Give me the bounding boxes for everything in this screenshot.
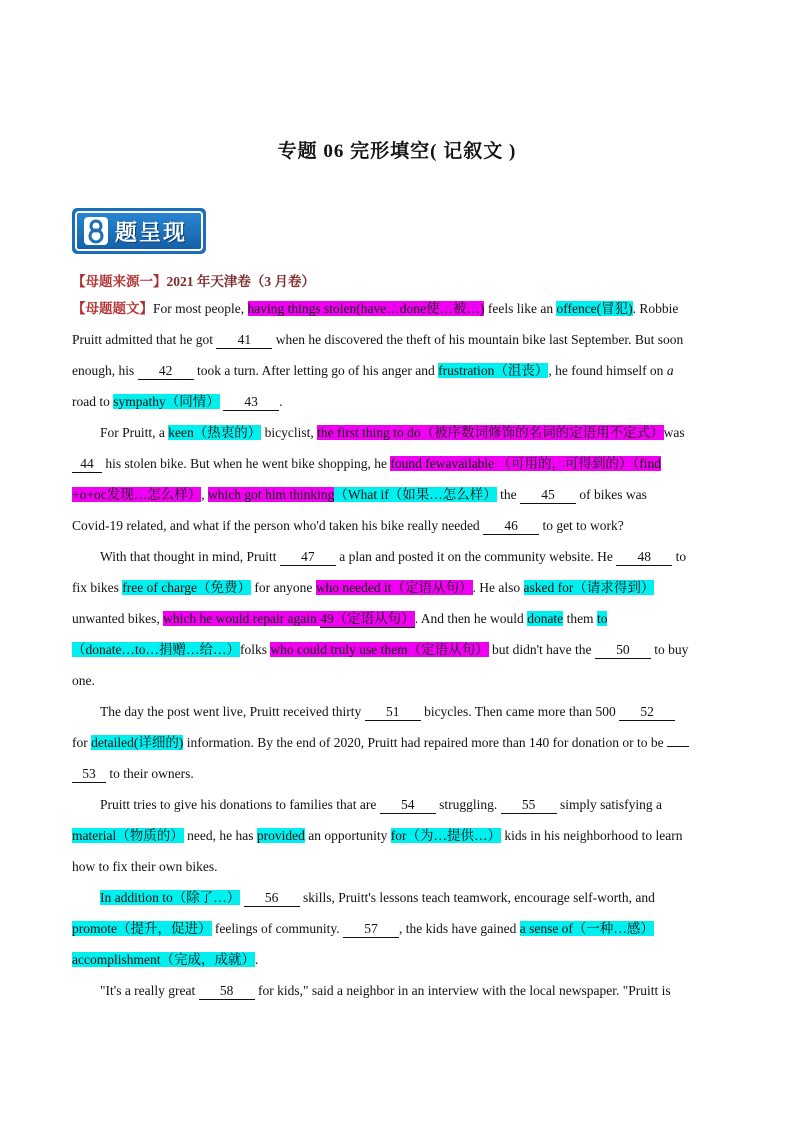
text: information. By the end of 2020, Pruitt had repaired more than 140 for donation or to be xyxy=(183,735,667,750)
text: road to xyxy=(72,394,114,409)
passage-line xyxy=(72,858,217,876)
passage-line xyxy=(100,889,655,907)
text: . And then he would xyxy=(414,611,528,626)
passage-line xyxy=(72,610,607,628)
text: bicyclist, xyxy=(261,425,318,440)
blank-54[interactable]: 54 xyxy=(380,797,436,814)
source-label: 【母题来源一】 xyxy=(72,274,167,289)
highlight-note: In addition to（除了…） xyxy=(100,890,241,905)
highlight-note: provided xyxy=(256,828,305,843)
text: feelings of community. xyxy=(211,921,343,936)
blank-56[interactable]: 56 xyxy=(244,890,300,907)
passage-line xyxy=(100,982,671,1000)
text: , the kids have gained xyxy=(398,921,520,936)
passage-line xyxy=(72,672,95,690)
passage-line xyxy=(72,734,689,752)
text: to get to work? xyxy=(539,518,624,533)
text: skills, Pruitt's lessons teach teamwork, encourage self-worth, and xyxy=(299,890,655,905)
text: when he discovered the theft of his mountain bike last September. But soon xyxy=(272,332,684,347)
blank-48[interactable]: 48 xyxy=(616,549,672,566)
section-badge xyxy=(72,208,206,254)
passage-line xyxy=(72,765,194,783)
text-label: 【母题题文】 xyxy=(72,301,153,316)
highlight-note: a sense of（一种…感） xyxy=(519,921,654,936)
text: his stolen bike. But when he went bike shopping, he xyxy=(102,456,391,471)
highlight-note: which he would repair again xyxy=(163,611,321,626)
highlight-note: detailed(详细的) xyxy=(91,735,184,750)
passage-line xyxy=(72,517,624,535)
text: . xyxy=(279,394,283,409)
blank-53-start xyxy=(667,746,689,747)
passage-line xyxy=(72,920,654,938)
text: a plan and posted it on the community website. He xyxy=(335,549,617,564)
highlight-note: sympathy（同情） xyxy=(113,394,220,409)
text: for kids," said a neighbor in an interview with the local newspaper. "Pruitt is xyxy=(254,983,671,998)
text: to their owners. xyxy=(106,766,194,781)
highlight-note: which got him thinking xyxy=(207,487,335,502)
text: was xyxy=(663,425,685,440)
highlight-note: free of charge（免费） xyxy=(122,580,251,595)
text: "It's a really great xyxy=(100,983,199,998)
highlight-note: the first thing to do（被序数词修饰的名词的定语用不定式） xyxy=(317,425,664,440)
blank-57[interactable]: 57 xyxy=(343,921,399,938)
text: them xyxy=(563,611,597,626)
text: Pruitt tries to give his donations to families that are xyxy=(100,797,380,812)
highlight-note: offence(冒犯) xyxy=(556,301,633,316)
text: For most people, xyxy=(153,301,248,316)
highlight-note: for（为…提供…） xyxy=(390,828,501,843)
blank-55[interactable]: 55 xyxy=(501,797,557,814)
text: Pruitt admitted that he got xyxy=(72,332,217,347)
highlight-note: having things stolen(have…done使…被…) xyxy=(247,301,485,316)
highlight-note: accomplishment（完成，成就） xyxy=(72,952,255,967)
highlight-note: asked for（请求得到） xyxy=(523,580,655,595)
page-title: 专题 06 完形填空( 记叙文 ) xyxy=(277,141,517,162)
blank-52[interactable]: 52 xyxy=(619,704,675,721)
passage-line xyxy=(72,579,654,597)
passage-line xyxy=(100,424,685,442)
highlight-note: frustration（沮丧） xyxy=(438,363,549,378)
text: for xyxy=(72,735,92,750)
blank-44[interactable]: 44 xyxy=(72,456,102,473)
passage-line xyxy=(100,703,675,721)
text: fix bikes xyxy=(72,580,123,595)
blank-41[interactable]: 41 xyxy=(216,332,272,349)
passage-line xyxy=(100,796,662,814)
text: bicycles. Then came more than 500 xyxy=(420,704,620,719)
highlight-note: promote（提升，促进） xyxy=(72,921,212,936)
highlight-note: found few xyxy=(390,456,446,471)
text: . He also xyxy=(472,580,524,595)
passage-line xyxy=(72,300,678,318)
highlight-note: keen（热衷的） xyxy=(168,425,262,440)
text: simply satisfying a xyxy=(556,797,662,812)
highlight-note: +o+oc发现…怎么样） xyxy=(72,487,202,502)
text: for anyone xyxy=(250,580,316,595)
text: need, he has xyxy=(183,828,257,843)
text: , he found himself on xyxy=(548,363,667,378)
text: the xyxy=(496,487,520,502)
highlight-note: （What if（如果…怎么样） xyxy=(334,487,497,502)
text: kids in his neighborhood to learn xyxy=(500,828,683,843)
source-text: 2021 年天津卷（3 月卷） xyxy=(166,274,315,289)
text: an opportunity xyxy=(304,828,391,843)
highlight-note: who could truly use them（定语从句） xyxy=(270,642,489,657)
blank-50[interactable]: 50 xyxy=(595,642,651,659)
blank-45[interactable]: 45 xyxy=(520,487,576,504)
passage-line xyxy=(72,393,283,411)
blank-47[interactable]: 47 xyxy=(280,549,336,566)
source-heading xyxy=(72,270,315,290)
blank-43[interactable]: 43 xyxy=(223,394,279,411)
passage-line xyxy=(72,641,688,659)
text: one. xyxy=(72,673,95,688)
text: With that thought in mind, Pruitt xyxy=(100,549,280,564)
text: feels like an xyxy=(484,301,557,316)
text: took a turn. After letting go of his anger and xyxy=(193,363,439,378)
number-8-icon xyxy=(83,216,109,246)
text: to buy xyxy=(650,642,689,657)
text: The day the post went live, Pruitt received thirty xyxy=(100,704,365,719)
text: enough, his xyxy=(72,363,138,378)
highlight-note: who needed it（定语从句） xyxy=(315,580,473,595)
text: For Pruitt, a xyxy=(100,425,169,440)
text: how to fix their own bikes. xyxy=(72,859,218,874)
passage-line xyxy=(72,362,674,380)
highlight-note: to xyxy=(596,611,608,626)
highlight-note: material（物质的） xyxy=(72,828,184,843)
highlight-note: donate xyxy=(527,611,564,626)
blank-49[interactable]: 49（定语从句） xyxy=(320,611,415,626)
text: Covid-19 related, and what if the person who'd taken his bike really needed xyxy=(72,518,484,533)
blank-46[interactable]: 46 xyxy=(483,518,539,535)
highlight-note: （donate…to…捐赠…给…） xyxy=(72,642,240,657)
passage-line xyxy=(72,951,258,969)
blank-42[interactable]: 42 xyxy=(138,363,194,380)
text: folks xyxy=(240,642,271,657)
passage-line xyxy=(100,548,686,566)
text: . xyxy=(254,952,259,967)
text: to xyxy=(672,549,687,564)
text: , xyxy=(201,487,208,502)
passage-line xyxy=(72,827,682,845)
blank-51[interactable]: 51 xyxy=(365,704,421,721)
passage-line xyxy=(72,331,683,349)
text: unwanted bikes, xyxy=(72,611,164,626)
text: of bikes was xyxy=(575,487,647,502)
highlight-note: available （可用的，可得到的）（find xyxy=(445,456,662,471)
text: but didn't have the xyxy=(488,642,595,657)
text: . Robbie xyxy=(632,301,679,316)
blank-58[interactable]: 58 xyxy=(199,983,255,1000)
badge-text: 题呈现 xyxy=(115,220,188,246)
text: a xyxy=(666,363,674,378)
passage-line xyxy=(72,486,647,504)
text: struggling. xyxy=(435,797,501,812)
passage-line xyxy=(72,455,661,473)
blank-53[interactable]: 53 xyxy=(72,766,106,783)
